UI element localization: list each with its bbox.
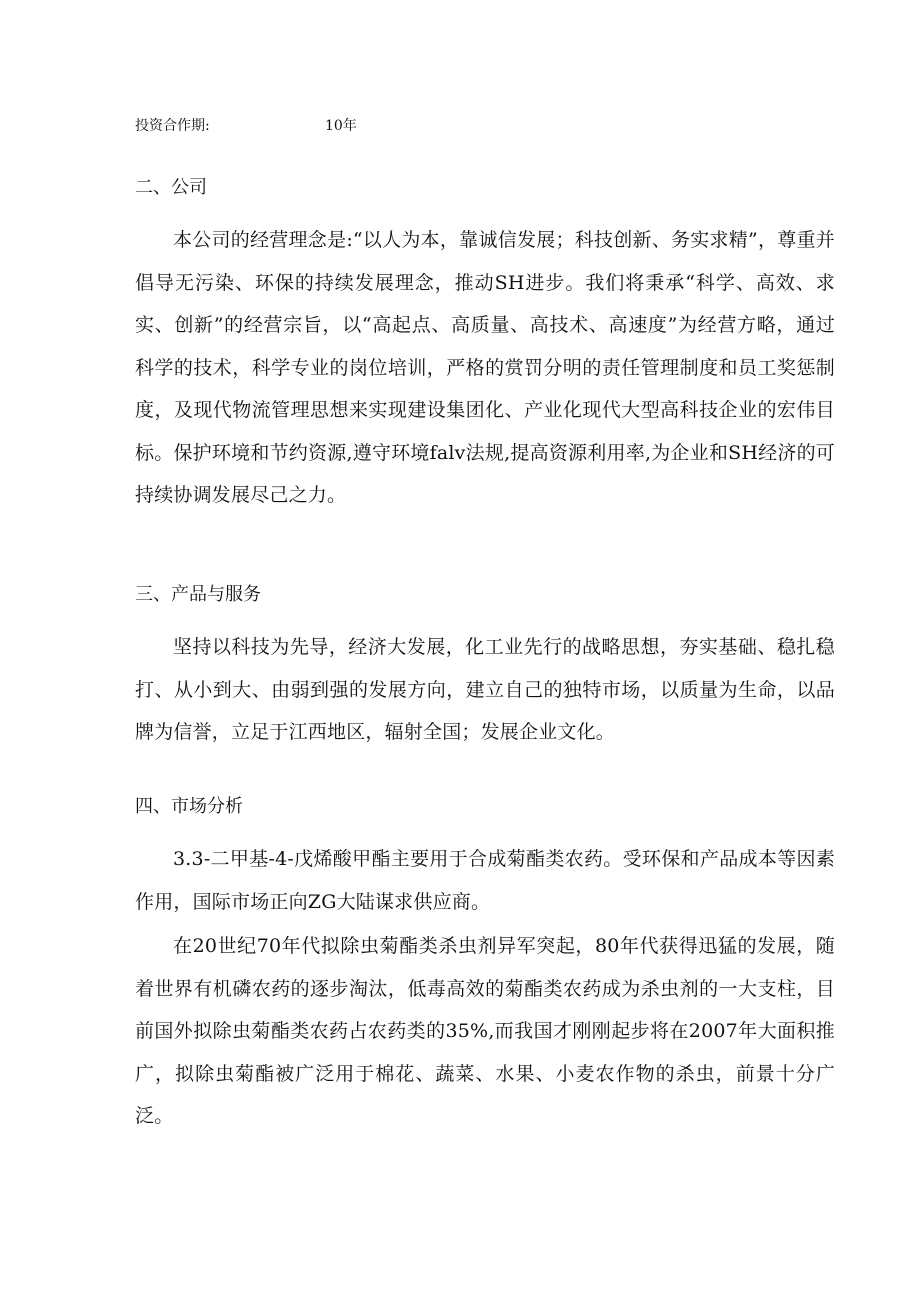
section-heading-company: 二、公司 (135, 177, 207, 198)
market-paragraph-1: 3.3-二甲基-4-戊烯酸甲酯主要用于合成菊酯类农药。受环保和产品成本等因素作用，国际市场正向ZG大陆谋求供应商。 (135, 848, 835, 913)
products-paragraph: 坚持以科技为先导，经济大发展，化工业先行的战略思想，夯实基础、稳扎稳打、从小到大、由弱到强的发展方向，建立自己的独特市场，以质量为生命，以品牌为信誉，立足于江西地区，辐射全国；发展企业文化。 (135, 636, 835, 743)
company-paragraph: 本公司的经营理念是:“以人为本，靠诚信发展；科技创新、务实求精”，尊重并倡导无污染、环保的持续发展理念，推动SH进步。我们将秉承“科学、高效、求实、创新”的经营宗旨，以“高起点、高质量、高技术、高速度”为经营方略，通过科学的技术，科学专业的岗位培训，严格的赏罚分明的责任管理制度和员工奖惩制度，及现代物流管理思想来实现建设集团化、产业化现代大型高科技企业的宏伟目标。保护环境和节约资源,遵守环境falv法规,提高资源利用率,为企业和SH经济的可持续协调发展尽己之力。 (135, 229, 835, 506)
investment-term-value: 10年 (325, 118, 357, 134)
investment-term-label: 投资合作期: (135, 118, 210, 134)
section-heading-market: 四、市场分析 (135, 796, 243, 817)
section-heading-products: 三、产品与服务 (135, 584, 261, 605)
market-paragraph-2: 在20世纪70年代拟除虫菊酯类杀虫剂异军突起，80年代获得迅猛的发展，随着世界有机磷农药的逐步淘汰，低毒高效的菊酯类农药成为杀虫剂的一大支柱，目前国外拟除虫菊酯类农药占农药类的35%,而我国才刚刚起步将在2007年大面积推广，拟除虫菊酯被广泛用于棉花、蔬菜、水果、小麦农作物的杀虫，前景十分广泛。 (135, 935, 835, 1127)
investment-term-row (135, 116, 357, 136)
